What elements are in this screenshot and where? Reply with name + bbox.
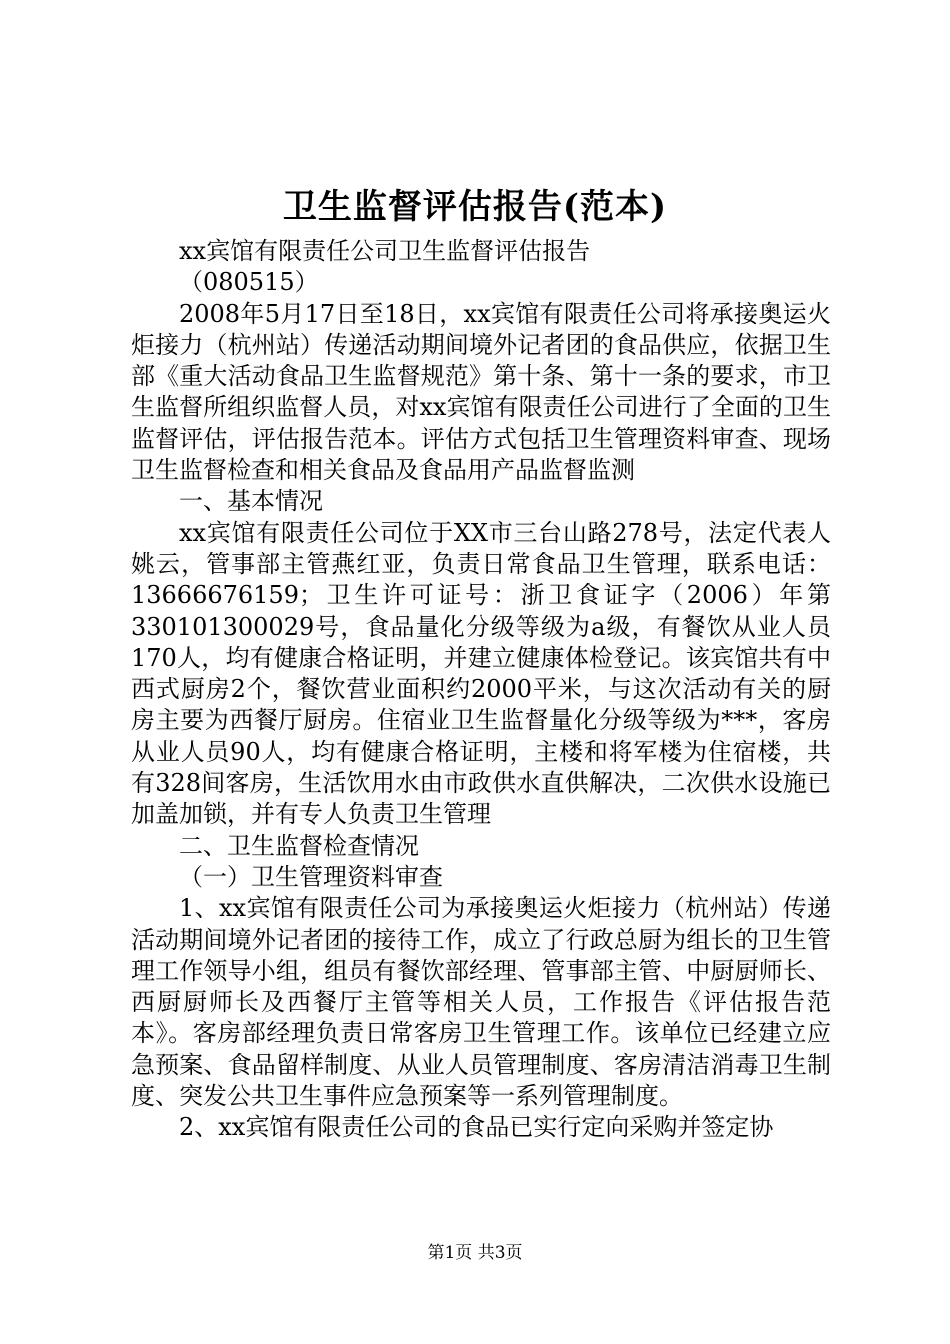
document-body [131, 236, 831, 1144]
section-heading-basic-info: 一、基本情况 [179, 487, 323, 516]
records-review-item-1: 1、xx宾馆有限责任公司为承接奥运火炬接力（杭州站）传递活动期间境外记者团的接待工作，成立了行政总厨为组长的卫生管理工作领导小组，组员有餐饮部经理、管事部主管、中厨厨师长、西厨厨师长及西餐厅主管等相关人员，工作报告《评估报告范本》。客房部经理负责日常客房卫生管理工作。该单位已经建立应急预案、食品留样制度、从业人员管理制度、客房清洁消毒卫生制度、突发公共卫生事件应急预案等一系列管理制度。 [131, 894, 831, 1111]
report-subtitle: xx宾馆有限责任公司卫生监督评估报告 [179, 237, 591, 265]
subsection-heading-records-review: （一）卫生管理资料审查 [179, 862, 443, 891]
intro-paragraph: 2008年5月17日至18日，xx宾馆有限责任公司将承接奥运火炬接力（杭州站）传递活动期间境外记者团的食品供应，依据卫生部《重大活动食品卫生监督规范》第十条、第十一条的要求，市卫生监督所组织监督人员，对xx宾馆有限责任公司进行了全面的卫生监督评估，评估报告范本。评估方式包括卫生管理资料审查、现场卫生监督检查和相关食品及食品用产品监督监测 [131, 299, 831, 485]
basic-info-paragraph: xx宾馆有限责任公司位于XX市三台山路278号，法定代表人姚云，管事部主管燕红亚，负责日常食品卫生管理，联系电话：13666676159；卫生许可证号：浙卫食证字（2006）年第330101300029号，食品量化分级等级为a级，有餐饮从业人员170人，均有健康合格证明，并建立健康体检登记。该宾馆共有中西式厨房2个，餐饮营业面积约2000平米，与这次活动有关的厨房主要为西餐厅厨房。住宿业卫生监督量化分级等级为***，客房从业人员90人，均有健康合格证明，主楼和将军楼为住宿楼，共有328间客房，生活饮用水由市政供水直供解决，二次供水设施已加盖加锁，并有专人负责卫生管理 [131, 518, 831, 829]
page-number-footer: 第1页 共3页 [427, 1243, 523, 1263]
report-code: （080515） [179, 268, 319, 297]
document-title: 卫生监督评估报告(范本) [282, 187, 668, 227]
records-review-item-2: 2、xx宾馆有限责任公司的食品已实行定向采购并签定协 [179, 1113, 774, 1142]
section-heading-inspection: 二、卫生监督检查情况 [179, 831, 419, 860]
